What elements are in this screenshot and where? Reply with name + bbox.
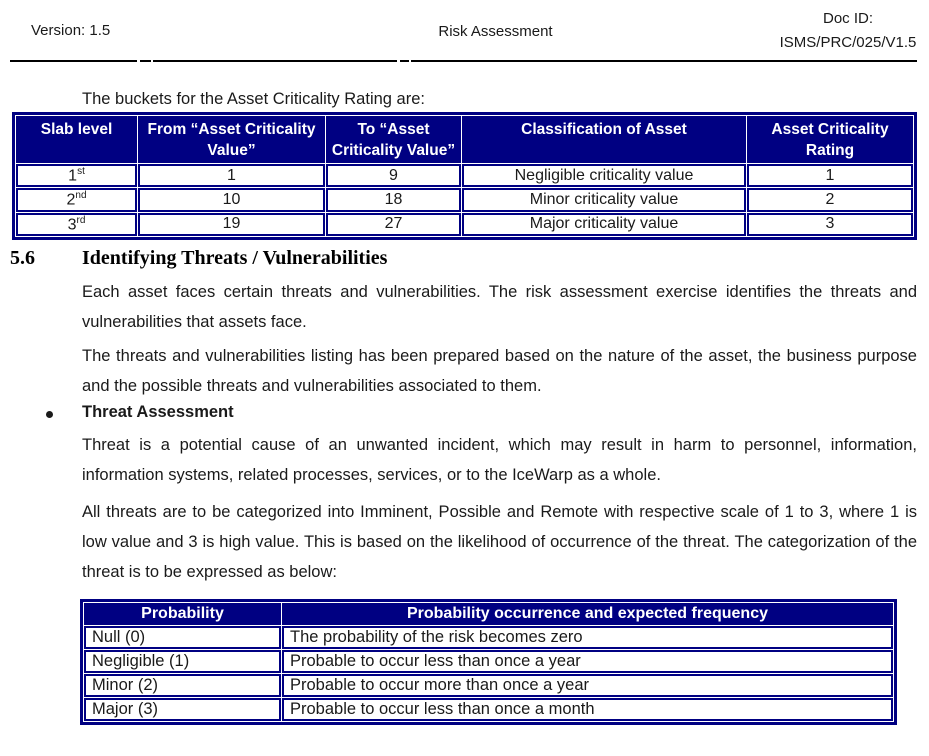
cell-from: 19 — [138, 213, 325, 236]
header-document-title: Risk Assessment — [438, 23, 553, 40]
paragraph: Each asset faces certain threats and vulnerabilities. The risk assessment exercise identifies the threats and vulnerabilities that assets face. — [82, 283, 917, 331]
doc-id-value: ISMS/PRC/025/V1.5 — [779, 34, 917, 51]
table-row — [84, 650, 893, 673]
slab-number: 3 — [67, 215, 77, 233]
divider-segment — [140, 60, 151, 62]
slab-ordinal-suffix: st — [77, 166, 85, 177]
divider-segment — [153, 60, 397, 62]
bullet-icon — [46, 411, 53, 418]
col-header-rating: Asset Criticality Rating — [747, 116, 913, 163]
criticality-table — [12, 112, 917, 240]
col-header-classification: Classification of Asset — [462, 116, 746, 163]
divider-segment — [10, 60, 137, 62]
cell-probability: Negligible (1) — [84, 650, 281, 673]
col-header-from-value: From “Asset Criticality Value” — [138, 116, 325, 163]
table-row — [16, 213, 913, 236]
table-row — [16, 164, 913, 187]
section-number: 5.6 — [10, 247, 35, 269]
slab-number: 1 — [68, 167, 78, 185]
cell-probability: Major (3) — [84, 698, 281, 721]
cell-classification: Negligible criticality value — [462, 164, 746, 187]
section-heading — [10, 247, 387, 270]
cell-rating: 3 — [747, 213, 913, 236]
cell-slab — [16, 213, 137, 236]
header-divider — [10, 60, 917, 62]
cell-slab — [16, 164, 137, 187]
table-row — [16, 188, 913, 211]
cell-occurrence: Probable to occur less than once a month — [282, 698, 893, 721]
cell-rating: 2 — [747, 188, 913, 211]
cell-slab — [16, 188, 137, 211]
bullet-title: Threat Assessment — [82, 403, 234, 421]
table-row — [84, 698, 893, 721]
paragraph: Threat is a potential cause of an unwanted incident, which may result in harm to personnel, information, information systems, related processes, services, or to the IceWarp as a whole. — [82, 436, 917, 484]
section-title: Identifying Threats / Vulnerabilities — [82, 247, 388, 269]
cell-occurrence: The probability of the risk becomes zero — [282, 626, 893, 649]
probability-header-row — [84, 603, 893, 625]
criticality-header-row — [16, 116, 913, 163]
slab-ordinal-suffix: rd — [76, 214, 86, 226]
intro-line: The buckets for the Asset Criticality Rating are: — [82, 90, 425, 108]
paragraph: The threats and vulnerabilities listing has been prepared based on the nature of the asset, the business purpose and the possible threats and vulnerabilities associated to them. — [82, 347, 917, 395]
probability-table — [80, 599, 897, 725]
divider-segment — [400, 60, 409, 62]
header-version: Version: 1.5 — [31, 22, 111, 39]
cell-rating: 1 — [747, 164, 913, 187]
cell-to: 18 — [326, 188, 461, 211]
cell-from: 10 — [138, 188, 325, 211]
cell-probability: Minor (2) — [84, 674, 281, 697]
col-header-to-value: To “Asset Criticality Value” — [326, 116, 461, 163]
table-row — [84, 626, 893, 649]
cell-classification: Minor criticality value — [462, 188, 746, 211]
paragraph: All threats are to be categorized into Imminent, Possible and Remote with respective scale of 1 to 3, where 1 is low value and 3 is high value. This is based on the likelihood of occurrence of the threat. The categorization of the threat is to be expressed as below: — [82, 503, 917, 581]
table-row — [84, 674, 893, 697]
header-doc-id — [773, 7, 923, 55]
cell-from: 1 — [138, 164, 325, 187]
cell-probability: Null (0) — [84, 626, 281, 649]
cell-to: 27 — [326, 213, 461, 236]
cell-to: 9 — [326, 164, 461, 187]
slab-ordinal-suffix: nd — [75, 190, 87, 202]
col-header-probability: Probability — [84, 603, 281, 625]
cell-classification: Major criticality value — [462, 213, 746, 236]
cell-occurrence: Probable to occur less than once a year — [282, 650, 893, 673]
cell-occurrence: Probable to occur more than once a year — [282, 674, 893, 697]
col-header-occurrence: Probability occurrence and expected frequency — [282, 603, 893, 625]
col-header-slab-level: Slab level — [16, 116, 137, 163]
doc-id-label: Doc ID: — [822, 10, 873, 27]
slab-number: 2 — [66, 191, 76, 209]
divider-segment — [411, 60, 917, 62]
